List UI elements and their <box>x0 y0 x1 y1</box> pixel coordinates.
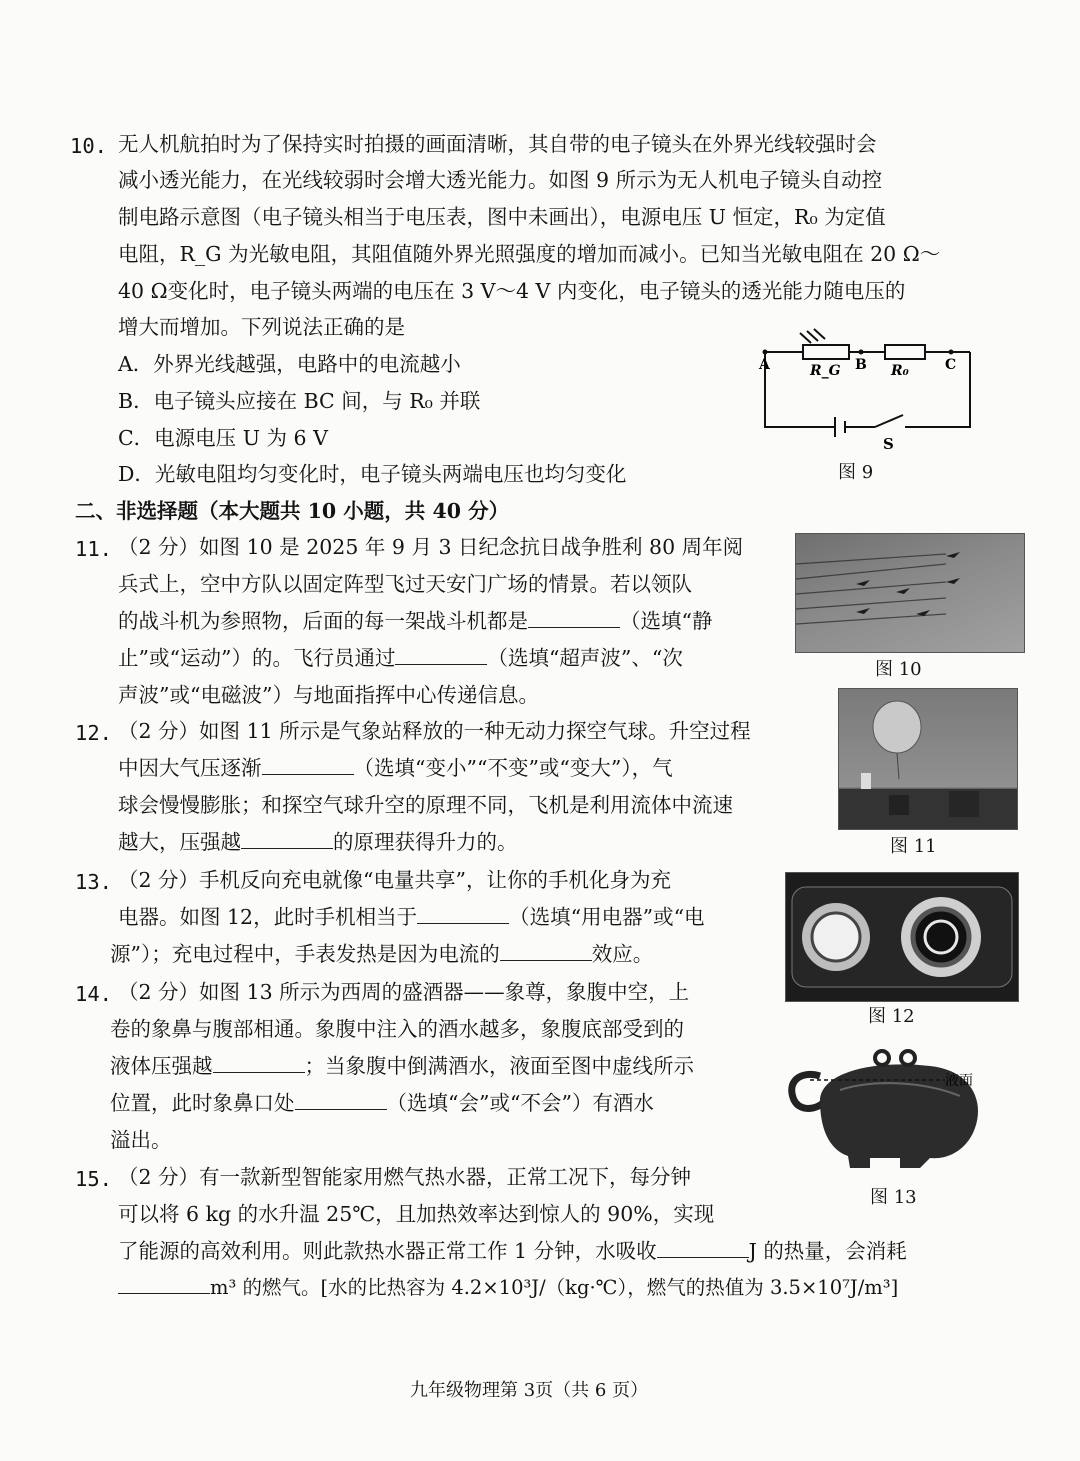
q10-option-a: A．外界光线越强，电路中的电流越小 <box>118 352 461 376</box>
q12-line-1: （2 分）如图 11 所示是气象站释放的一种无动力探空气球。升空过程 <box>118 719 751 743</box>
q11-line-5: 声波”或“电磁波”）与地面指挥中心传递信息。 <box>118 683 539 707</box>
q11-line-3 <box>118 607 712 636</box>
q15-line-3-start: 了能源的高效利用。则此款热水器正常工作 1 分钟，水吸收 <box>118 1239 657 1263</box>
label-a: A <box>759 357 770 373</box>
q14-line-1: （2 分）如图 13 所示为西周的盛酒器——象尊，象腹中空，上 <box>118 980 690 1004</box>
q12-answer-blank-2[interactable] <box>241 830 333 849</box>
figure-12-caption: 图 12 <box>868 1006 915 1027</box>
q13-line-1: （2 分）手机反向充电就像“电量共享”，让你的手机化身为充 <box>118 868 672 892</box>
node-c <box>949 350 954 355</box>
question-number-13: 13. <box>75 870 113 894</box>
q10-line-6: 增大而增加。下列说法正确的是 <box>118 315 405 339</box>
q11-line-3-start: 的战斗机为参照物，后面的每一架战斗机都是 <box>118 609 528 633</box>
label-rg: R_G <box>810 363 841 379</box>
q10-line-1: 无人机航拍时为了保持实时拍摄的画面清晰，其自带的电子镜头在外界光线较强时会 <box>118 132 877 156</box>
q15-line-4-text: m³ 的燃气。[水的比热容为 4.2×10³J/（kg·℃），燃气的热值为 3.5×10⁷J/m³] <box>210 1276 899 1299</box>
q15-line-4 <box>118 1274 898 1301</box>
q12-line-2-start: 中因大气压逐渐 <box>118 756 262 780</box>
q14-line-5: 溢出。 <box>110 1128 172 1152</box>
label-r0: R₀ <box>891 363 909 379</box>
q11-line-2: 兵式上，空中方队以固定阵型飞过天安门广场的情景。若以领队 <box>118 572 692 596</box>
question-number-12: 12. <box>75 721 113 745</box>
question-number-11: 11. <box>75 537 113 561</box>
q12-line-3: 球会慢慢膨胀；和探空气球升空的原理不同，飞机是利用流体中流速 <box>118 793 733 817</box>
q15-line-2: 可以将 6 kg 的水升温 25℃，且加热效率达到惊人的 90%，实现 <box>118 1202 715 1226</box>
node-b <box>859 350 864 355</box>
liquid-level-label: 液面 <box>945 1073 973 1089</box>
q12-line-4-end: 的原理获得升力的。 <box>333 830 518 854</box>
q13-line-2 <box>118 903 705 932</box>
q11-line-4 <box>118 644 683 673</box>
label-switch-s: S <box>883 435 894 453</box>
q11-answer-blank-1[interactable] <box>528 609 620 628</box>
label-b: B <box>855 357 867 373</box>
q10-option-d: D．光敏电阻均匀变化时，电子镜头两端电压也均匀变化 <box>118 462 627 486</box>
q15-line-1: （2 分）有一款新型智能家用燃气热水器，正常工况下，每分钟 <box>118 1165 692 1189</box>
q13-line-2-start: 电器。如图 12，此时手机相当于 <box>118 905 418 929</box>
q13-answer-blank-2[interactable] <box>500 942 592 961</box>
q11-line-1: （2 分）如图 10 是 2025 年 9 月 3 日纪念抗日战争胜利 80 周年阅 <box>118 535 744 559</box>
q15-answer-blank-2[interactable] <box>118 1275 210 1294</box>
q14-line-4 <box>110 1089 654 1118</box>
figure-9-caption: 图 9 <box>838 462 874 483</box>
q11-answer-blank-2[interactable] <box>395 646 487 665</box>
figure-10-jets-photo <box>795 533 1025 653</box>
q14-line-4-start: 位置，此时象鼻口处 <box>110 1091 295 1115</box>
question-number-15: 15. <box>75 1167 113 1191</box>
phone-camera <box>812 913 860 961</box>
q10-line-4: 电阻，R_G 为光敏电阻，其阻值随外界光照强度的增加而减小。已知当光敏电阻在 20 Ω～ <box>118 242 941 266</box>
q12-line-4 <box>118 828 518 857</box>
figure-11-balloon-photo <box>838 688 1018 830</box>
figure-12-phone-charging-photo <box>785 872 1019 1002</box>
q14-line-3 <box>110 1052 694 1081</box>
q15-line-3 <box>118 1237 907 1266</box>
node-a <box>763 350 768 355</box>
q14-line-4-end: （选填“会”或“不会”）有酒水 <box>386 1091 654 1115</box>
q10-line-3: 制电路示意图（电子镜头相当于电压表，图中未画出），电源电压 U 恒定，R₀ 为定值 <box>118 205 886 229</box>
q10-option-b: B．电子镜头应接在 BC 间，与 R₀ 并联 <box>118 389 481 413</box>
q13-line-3-end: 效应。 <box>591 942 654 966</box>
figure-9-circuit-diagram <box>755 325 985 455</box>
question-number-10: 10. <box>70 134 108 158</box>
q14-answer-blank-2[interactable] <box>295 1091 387 1110</box>
q13-answer-blank-1[interactable] <box>417 905 509 924</box>
q12-line-2-end: （选填“变小”“不变”或“变大”），气 <box>353 756 673 780</box>
page-footer: 九年级物理第 3页（共 6 页） <box>410 1380 649 1401</box>
q14-answer-blank-1[interactable] <box>213 1054 305 1073</box>
figure-10-caption: 图 10 <box>875 659 922 680</box>
figure-11-caption: 图 11 <box>890 836 937 857</box>
q12-answer-blank-1[interactable] <box>262 756 354 775</box>
watch <box>913 909 969 965</box>
q13-line-3 <box>110 940 653 969</box>
jet-formation <box>856 552 960 616</box>
balloon <box>873 701 921 753</box>
figure-13-elephant-zun <box>780 1040 1010 1180</box>
q15-answer-blank-1[interactable] <box>657 1239 749 1258</box>
q11-line-3-end: （选填“静 <box>620 609 713 633</box>
q15-line-3-end: J 的热量，会消耗 <box>748 1239 907 1263</box>
question-number-14: 14. <box>75 982 113 1006</box>
figure-13-caption: 图 13 <box>870 1187 917 1208</box>
q14-line-3-start: 液体压强越 <box>110 1054 213 1078</box>
section-2-heading: 二、非选择题（本大题共 10 小题，共 40 分） <box>75 499 510 523</box>
q10-line-2: 减小透光能力，在光线较弱时会增大透光能力。如图 9 所示为无人机电子镜头自动控 <box>118 168 883 192</box>
q14-line-2: 卷的象鼻与腹部相通。象腹中注入的酒水越多，象腹底部受到的 <box>110 1017 684 1041</box>
q14-line-3-end: ；当象腹中倒满酒水，液面至图中虚线所示 <box>304 1054 694 1078</box>
q11-line-4-start: 止”或“运动”）的。飞行员通过 <box>118 646 396 670</box>
q10-option-c: C．电源电压 U 为 6 V <box>118 426 328 450</box>
q12-line-4-start: 越大，压强越 <box>118 830 241 854</box>
q11-line-4-end: （选填“超声波”、“次 <box>487 646 683 670</box>
q12-line-2 <box>118 754 673 783</box>
label-c: C <box>945 357 957 373</box>
q13-line-2-end: （选填“用电器”或“电 <box>509 905 705 929</box>
q13-line-3-start: 源”）；充电过程中，手表发热是因为电流的 <box>110 942 500 966</box>
q10-line-5: 40 Ω变化时，电子镜头两端的电压在 3 V～4 V 内变化，电子镜头的透光能力随电压的 <box>118 279 906 303</box>
